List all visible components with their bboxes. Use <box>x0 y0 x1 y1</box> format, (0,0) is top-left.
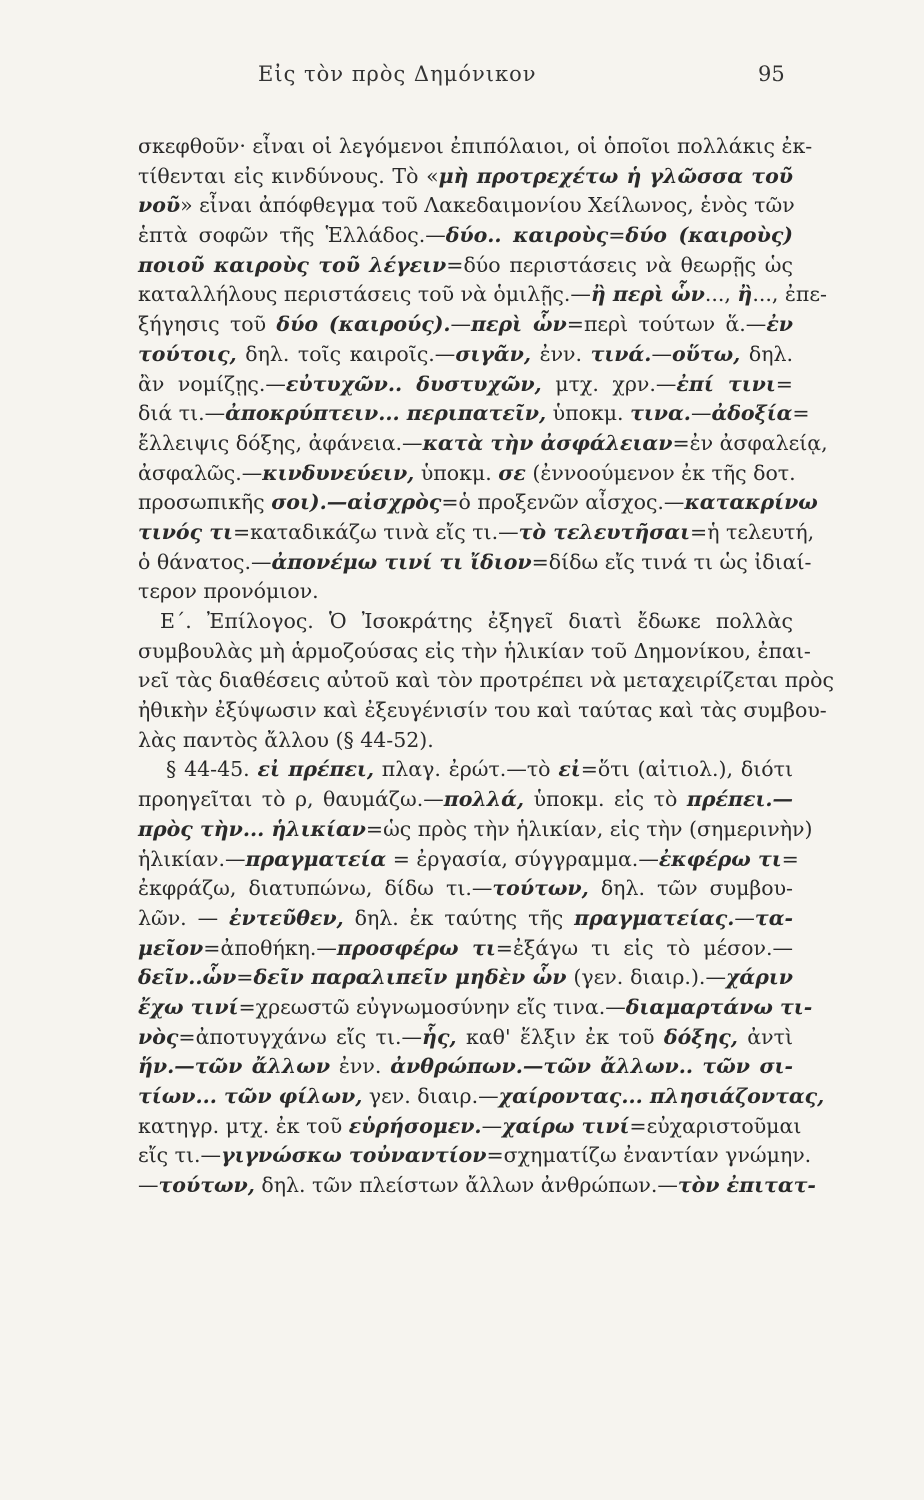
text-run: ἔλλειψις δόξης, ἀφάνεια.— <box>138 430 423 455</box>
text-run: δηλ. ἐκ ταύτης τῆς <box>343 905 575 930</box>
text-line <box>138 429 828 459</box>
lemma-term: μεῖον <box>138 935 204 960</box>
lemma-term: δύο (καιροὺς) <box>625 223 793 248</box>
lemma-term: κατακρίνω <box>684 490 818 515</box>
text-run: § 44-45. <box>166 757 258 782</box>
lemma-term: ἥν.—τῶν ἄλλων <box>138 1054 331 1079</box>
lemma-term: νοῦ <box>138 193 181 218</box>
text-line <box>138 132 813 162</box>
text-line <box>138 845 799 875</box>
text-run: τίθενται εἰς κινδύνους. Τὸ « <box>138 163 439 188</box>
text-line <box>138 399 810 429</box>
lemma-term: τούτων, <box>492 876 589 901</box>
lemma-term: ἐντεῦθεν, <box>229 905 344 930</box>
lemma-term: τὸ τελευτῆσαι <box>518 519 691 544</box>
lemma-term: κινδυνεύειν, <box>262 460 415 485</box>
text-run: = <box>775 371 793 396</box>
text-line <box>138 1141 812 1171</box>
text-line <box>138 459 796 489</box>
lemma-term: κατὰ τὴν ἀσφάλειαν <box>422 430 673 455</box>
text-run: συμβουλὰς μὴ ἁρμοζούσας εἰς τὴν ἡλικίαν τοῦ Δημονίκου, ἐπαι- <box>138 638 811 663</box>
text-run: =ἐν ἀσφαλείᾳ, <box>672 430 828 455</box>
text-line <box>138 310 793 340</box>
text-run: ἂν νομίζῃς.— <box>138 371 286 396</box>
text-run: ὑποκμ. <box>546 401 631 426</box>
lemma-term: σιγᾶν, <box>455 341 532 366</box>
page-header <box>0 62 924 94</box>
text-run: τερον προνόμιον. <box>138 579 319 604</box>
text-run: =σχηματίζω ἐναντίαν γνώμην. <box>486 1143 812 1168</box>
lemma-term: προσφέρω τι <box>336 935 496 960</box>
text-line <box>138 607 793 637</box>
text-run: κατηγρ. μτχ. ἐκ τοῦ <box>138 1113 349 1138</box>
text-run: (γεν. διαιρ.).— <box>566 965 726 990</box>
lemma-term: ἧς, <box>422 1024 457 1049</box>
text-run: =ἀποθήκη.— <box>203 935 337 960</box>
text-run: μτχ. χρν.— <box>541 371 677 396</box>
text-run: δηλ. τοῖς καιροῖς.— <box>236 341 456 366</box>
text-line <box>138 162 793 192</box>
text-run: διά τι.— <box>138 401 226 426</box>
text-run: — <box>734 905 755 930</box>
lemma-term: ἐκφέρω τι <box>658 846 782 871</box>
text-line <box>138 934 793 964</box>
text-run: =ὅτι (αἰτιολ.), διότι <box>580 757 793 782</box>
text-run: ἐνν. <box>330 1054 391 1079</box>
text-run: =ἐξάγω τι εἰς τὸ μέσον.— <box>495 935 793 960</box>
text-run: =καταδικάζω τινὰ εἴς τι.— <box>232 519 519 544</box>
lemma-term: εὐτυχῶν.. δυστυχῶν, <box>285 371 542 396</box>
text-run: Ε΄. Ἐπίλογος. Ὁ Ἰσοκράτης ἐξηγεῖ διατὶ ἔδωκε πολλὰς <box>160 609 793 633</box>
lemma-term: χαίρω τινί <box>502 1113 630 1138</box>
lemma-term: ἀδοξία <box>711 401 793 426</box>
text-line <box>138 696 827 726</box>
text-line <box>138 666 834 696</box>
text-line <box>138 1171 816 1201</box>
page-number: 95 <box>758 62 785 86</box>
text-run: δηλ. τῶν συμβου- <box>588 876 793 901</box>
lemma-term: τίων... τῶν φίλων, <box>138 1084 363 1108</box>
lemma-term: ἐν <box>766 312 793 337</box>
text-run: ἀντὶ <box>737 1024 793 1049</box>
lemma-term: διαμαρτάνω τι- <box>625 994 813 1019</box>
lemma-term: πρὸς τὴν... ἡλικίαν <box>138 816 366 841</box>
lemma-term: τα- <box>754 905 793 930</box>
lemma-term: μὴ προτρεχέτω ἡ γλῶσσα τοῦ <box>438 163 793 188</box>
lemma-term: τούτων, <box>158 1173 255 1198</box>
text-run: ὑποκμ. εἰς τὸ <box>524 787 687 812</box>
text-line <box>138 370 793 400</box>
lemma-term: τούτοις, <box>138 341 237 366</box>
text-run: =εὐχαριστοῦμαι <box>629 1113 802 1138</box>
lemma-term: εἰ πρέπει, <box>257 757 374 782</box>
text-run: καθ' ἕλξιν ἐκ τοῦ <box>456 1024 664 1049</box>
text-run: προσωπικῆς <box>138 490 272 515</box>
text-run: — <box>138 1173 159 1198</box>
text-run: » εἶναι ἀπόφθεγμα τοῦ Λακεδαιμονίου Χείλωνος, ἑνὸς τῶν <box>180 193 795 218</box>
text-run: = ἐργασία, σύγγραμμα.— <box>386 846 659 871</box>
text-run: =περὶ τούτων ἅ.— <box>566 312 767 337</box>
text-line <box>138 637 811 667</box>
lemma-term: πραγματεία <box>245 846 387 871</box>
text-run: ὑποκμ. <box>414 460 499 485</box>
text-run: =χρεωστῶ εὐγνωμοσύνην εἴς τινα.— <box>238 994 626 1019</box>
text-run: ξήγησις τοῦ <box>138 312 277 337</box>
text-line <box>138 1082 825 1112</box>
text-run: — <box>481 1113 503 1138</box>
lemma-term: χαίροντας... πλησιάζοντας, <box>498 1084 825 1108</box>
lemma-term: τινα. <box>630 401 691 426</box>
text-run: =ὡς πρὸς τὴν ἡλικίαν, εἰς τὴν (σημερινὴν) <box>365 816 813 841</box>
lemma-term: περὶ ὧν <box>471 312 567 337</box>
lemma-term: ἀνθρώπων.—τῶν ἄλλων.. τῶν σι- <box>390 1054 793 1079</box>
lemma-term: ποιοῦ καιροὺς τοῦ λέγειν <box>138 252 447 277</box>
text-run: =δύο περιστάσεις νὰ θεωρῇς ὡς <box>446 252 793 277</box>
text-line <box>138 874 793 904</box>
text-line <box>138 815 813 845</box>
text-run: — <box>450 312 472 337</box>
text-run: ἑπτὰ σοφῶν τῆς Ἑλλάδος.— <box>138 223 446 248</box>
text-run: (ἐννοούμενον ἐκ τῆς δοτ. <box>525 460 796 485</box>
text-run: πλαγ. ἐρώτ.—τὸ <box>373 757 559 782</box>
text-line <box>138 251 793 281</box>
lemma-term: οὕτω, <box>671 341 741 366</box>
lemma-term: ἢ περὶ ὧν <box>590 282 705 307</box>
text-run: =ἡ τελευτή, <box>690 519 815 544</box>
text-run: ἐνν. <box>531 341 591 366</box>
lemma-term: δύο.. καιροὺς <box>445 223 609 248</box>
text-run: προηγεῖται τὸ ρ, θαυμάζω.— <box>138 787 444 812</box>
text-run: ἡλικίαν.— <box>138 846 246 871</box>
text-line <box>138 488 818 518</box>
text-line <box>138 1023 793 1053</box>
lemma-term: πρέπει.— <box>686 787 793 812</box>
lemma-term: ἀπονέμω τινί τι ἴδιον <box>271 549 532 574</box>
text-line <box>138 340 793 370</box>
text-line <box>138 191 793 221</box>
lemma-term: πραγματείας. <box>574 905 735 930</box>
text-line <box>138 548 812 578</box>
text-line <box>138 785 793 815</box>
text-run: — <box>690 401 712 426</box>
text-run: = <box>608 223 626 248</box>
text-run: δηλ. τῶν πλείστων ἄλλων ἀνθρώπων.— <box>254 1173 678 1198</box>
text-run: λὰς παντὸς ἄλλου (§ 44-52). <box>138 727 434 752</box>
lemma-term: εὑρήσομεν. <box>348 1113 482 1138</box>
text-run: δηλ. <box>740 341 793 366</box>
commentary-text <box>138 132 834 1201</box>
lemma-term: τινός τι <box>138 519 233 544</box>
text-line <box>138 755 793 785</box>
lemma-term: πολλά, <box>443 787 525 812</box>
text-run: = <box>792 401 810 426</box>
text-line <box>138 726 793 756</box>
text-run: ἠθικὴν ἐξύψωσιν καὶ ἐξευγένισίν του καὶ ταύτας καὶ τὰς συμβου- <box>138 698 827 723</box>
text-line <box>138 1052 793 1082</box>
running-title: Εἰς τὸν πρὸς Δημόνικον <box>258 62 537 86</box>
text-line <box>138 993 813 1023</box>
text-run: ..., <box>704 282 738 307</box>
lemma-term: νὸς <box>138 1024 179 1049</box>
text-run: =ὁ προξενῶν αἶσχος.— <box>441 490 685 515</box>
text-run: = <box>781 846 799 871</box>
text-run: ..., ἐπε- <box>752 282 827 307</box>
lemma-term: δύο (καιρούς). <box>276 312 451 337</box>
lemma-term: ἀποκρύπτειν... περιπατεῖν, <box>225 401 547 426</box>
lemma-term: ἐπί τινι <box>676 371 776 396</box>
lemma-term: τὸν ἐπιτατ- <box>677 1173 816 1198</box>
text-run: ἀσφαλῶς.— <box>138 460 263 485</box>
text-run: γεν. διαιρ.— <box>362 1084 499 1108</box>
text-line <box>138 280 827 310</box>
lemma-term: εἰ <box>558 757 581 782</box>
text-run: ἐκφράζω, διατυπώνω, δίδω τι.— <box>138 876 493 901</box>
text-run: =ἀποτυγχάνω εἴς τι.— <box>178 1024 423 1049</box>
text-run: εἴς τι.— <box>138 1143 222 1168</box>
text-run: λῶν. — <box>138 905 230 930</box>
text-run: = <box>236 965 254 990</box>
text-line <box>138 221 793 251</box>
text-line <box>138 577 793 607</box>
lemma-term: σοι).—αἰσχρὸς <box>271 490 442 515</box>
text-line <box>138 518 815 548</box>
text-run: — <box>651 341 672 366</box>
text-run: καταλλήλους περιστάσεις τοῦ νὰ ὁμιλῇς.— <box>138 282 591 307</box>
lemma-term: σε <box>498 460 526 485</box>
lemma-term: χάριν <box>725 965 793 990</box>
lemma-term: ἢ <box>737 282 753 307</box>
lemma-term: δεῖν παραλιπεῖν μηδὲν ὧν <box>253 965 567 990</box>
text-line <box>138 963 793 993</box>
text-run: =δίδω εἴς τινά τι ὡς ἰδιαί- <box>531 549 812 574</box>
text-run: νεῖ τὰς διαθέσεις αὐτοῦ καὶ τὸν προτρέπει νὰ μεταχειρίζεται πρὸς <box>138 668 834 693</box>
lemma-term: ἔχω τινί <box>138 994 239 1019</box>
lemma-term: δεῖν..ὧν <box>138 965 237 990</box>
text-line <box>138 904 793 934</box>
lemma-term: δόξης, <box>663 1024 738 1049</box>
lemma-term: τινά. <box>590 341 652 366</box>
text-run: σκεφθοῦν· εἶναι οἱ λεγόμενοι ἐπιπόλαιοι, οἱ ὁποῖοι πολλάκις ἐκ- <box>138 134 813 158</box>
text-run: ὁ θάνατος.— <box>138 549 272 574</box>
text-line <box>138 1112 802 1142</box>
lemma-term: γιγνώσκω τοὐναντίον <box>221 1143 487 1168</box>
